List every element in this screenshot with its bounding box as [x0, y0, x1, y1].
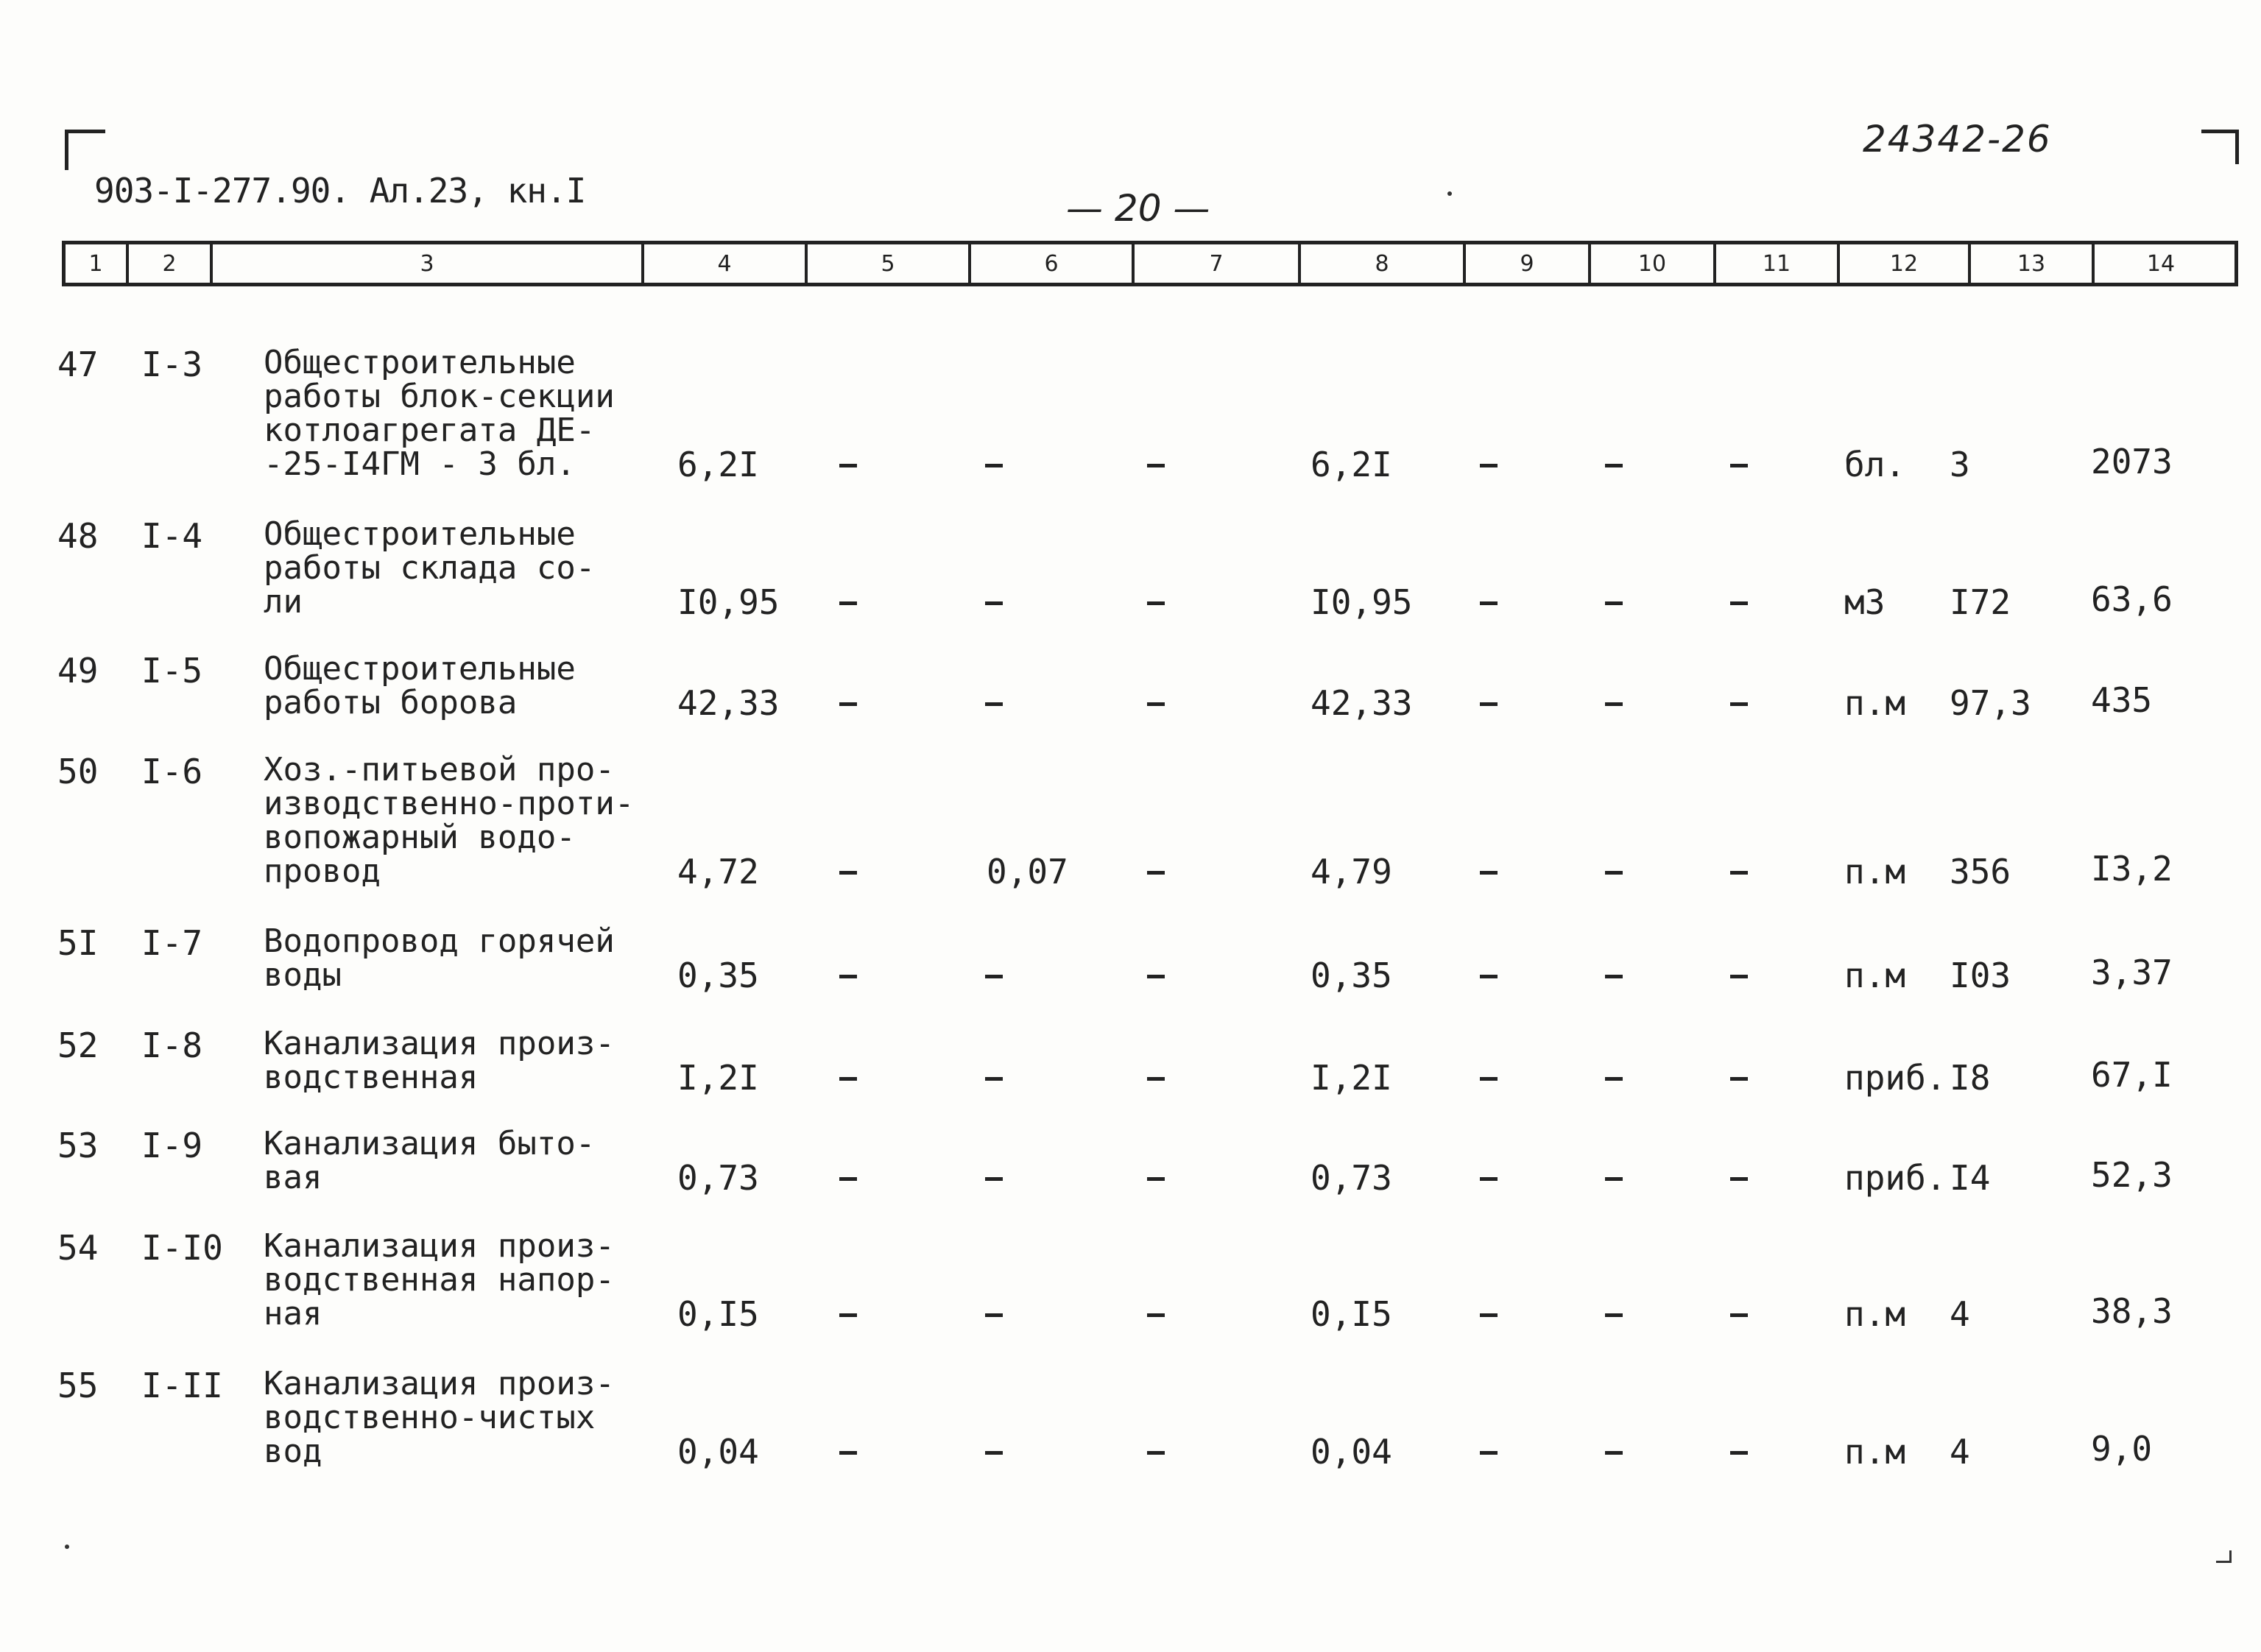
row-unit: приб.	[1844, 1058, 1947, 1098]
row-unit: п.м	[1844, 1432, 1906, 1472]
row-unit: приб.	[1844, 1158, 1947, 1198]
dash-c6	[985, 464, 1003, 467]
row-quantity: I8	[1950, 1058, 1991, 1098]
row-code: I-5	[141, 651, 203, 691]
row-unit: п.м	[1844, 683, 1906, 723]
row-code: I-6	[141, 752, 203, 791]
dash-c6	[985, 1177, 1003, 1181]
row-col4-value: 0,04	[677, 1432, 759, 1472]
row-description: Канализация произ- водственная	[264, 1025, 615, 1096]
dash-c7	[1147, 601, 1165, 605]
row-col8-value: 0,35	[1311, 956, 1392, 995]
row-description: Хоз.-питьевой про- изводственно-проти- вопожарный водо- провод	[264, 751, 635, 890]
row-col8-value: I,2I	[1311, 1058, 1392, 1098]
row-unit: п.м	[1844, 1294, 1906, 1334]
column-header-8: 8	[1301, 244, 1466, 283]
dash-c10	[1605, 1077, 1623, 1081]
row-col8-value: 4,79	[1311, 852, 1392, 892]
row-unit: бл.	[1844, 445, 1906, 484]
row-col14-value: 435	[2091, 680, 2153, 720]
dash-c9	[1480, 1451, 1498, 1455]
row-description: Общестроительные работы борова	[264, 650, 576, 721]
row-col4-value: 4,72	[677, 852, 759, 892]
row-quantity: 97,3	[1950, 683, 2031, 723]
row-code: I-8	[141, 1026, 203, 1065]
dash-c5	[839, 601, 857, 605]
dash-c6	[985, 1451, 1003, 1455]
row-number: 48	[57, 516, 99, 556]
dash-c9	[1480, 1077, 1498, 1081]
row-col4-value: I,2I	[677, 1058, 759, 1098]
corner-mark-top-left	[65, 130, 105, 170]
column-header-11: 11	[1716, 244, 1840, 283]
dash-c5	[839, 702, 857, 706]
dash-c10	[1605, 1313, 1623, 1317]
dash-c6	[985, 1077, 1003, 1081]
row-col4-value: 6,2I	[677, 445, 759, 484]
dash-c6	[985, 1313, 1003, 1317]
column-header-13: 13	[1971, 244, 2095, 283]
dash-c11	[1730, 871, 1748, 875]
row-col14-value: 52,3	[2091, 1155, 2173, 1195]
dash-c11	[1730, 702, 1748, 706]
dash-c10	[1605, 464, 1623, 467]
row-description: Канализация произ- водственно-чистых вод	[264, 1365, 615, 1470]
row-col4-value: 0,I5	[677, 1294, 759, 1334]
dash-c9	[1480, 601, 1498, 605]
dash-c10	[1605, 601, 1623, 605]
column-header-12: 12	[1840, 244, 1971, 283]
row-col8-value: 42,33	[1311, 683, 1413, 723]
dash-c10	[1605, 975, 1623, 978]
row-quantity: I03	[1950, 956, 2011, 995]
column-header-4: 4	[644, 244, 808, 283]
row-col8-value: 0,73	[1311, 1158, 1392, 1198]
row-description: Водопровод горячей воды	[264, 922, 615, 994]
row-description: Общестроительные работы склада со- ли	[264, 515, 596, 621]
row-code: I-4	[141, 516, 203, 556]
dash-c9	[1480, 1177, 1498, 1181]
column-header-5: 5	[808, 244, 971, 283]
row-code: I-7	[141, 923, 203, 963]
dash-c7	[1147, 1313, 1165, 1317]
dash-c10	[1605, 1177, 1623, 1181]
row-code: I-I0	[141, 1228, 223, 1268]
dash-c7	[1147, 1077, 1165, 1081]
column-header-1: 1	[66, 244, 129, 283]
table-header-row	[62, 241, 2238, 286]
document-code: 903-I-277.90. Ал.23, кн.I	[94, 171, 586, 211]
column-header-7: 7	[1135, 244, 1301, 283]
dash-c7	[1147, 702, 1165, 706]
row-quantity: 356	[1950, 852, 2011, 892]
row-col8-value: 0,04	[1311, 1432, 1392, 1472]
row-col4-value: 0,73	[677, 1158, 759, 1198]
dash-c5	[839, 1077, 857, 1081]
row-unit: п.м	[1844, 956, 1906, 995]
column-header-9: 9	[1466, 244, 1591, 283]
dash-c7	[1147, 871, 1165, 875]
row-unit: м3	[1844, 582, 1886, 622]
row-quantity: 4	[1950, 1432, 1970, 1472]
row-description: Канализация быто- вая	[264, 1125, 596, 1196]
row-number: 50	[57, 752, 99, 791]
row-col4-value: 42,33	[677, 683, 780, 723]
dash-c9	[1480, 702, 1498, 706]
column-header-6: 6	[971, 244, 1135, 283]
row-col8-value: I0,95	[1311, 582, 1413, 622]
row-col14-value: 3,37	[2091, 953, 2173, 992]
row-quantity: 4	[1950, 1294, 1970, 1334]
column-header-14: 14	[2146, 250, 2176, 277]
row-col14-value: 67,I	[2091, 1055, 2173, 1095]
row-number: 54	[57, 1228, 99, 1268]
row-col14-value: 9,0	[2091, 1429, 2153, 1469]
dash-c10	[1605, 871, 1623, 875]
dash-c5	[839, 1177, 857, 1181]
dash-c7	[1147, 1451, 1165, 1455]
dash-c10	[1605, 702, 1623, 706]
row-col14-value: 2073	[2091, 442, 2173, 481]
dash-c6	[985, 702, 1003, 706]
dash-c9	[1480, 975, 1498, 978]
dash-c5	[839, 1451, 857, 1455]
dash-c11	[1730, 1451, 1748, 1455]
row-number: 53	[57, 1126, 99, 1165]
row-col14-value: I3,2	[2091, 849, 2173, 889]
row-code: I-II	[141, 1366, 223, 1405]
row-code: I-9	[141, 1126, 203, 1165]
dash-c11	[1730, 975, 1748, 978]
dash-c9	[1480, 1313, 1498, 1317]
row-col8-value: 6,2I	[1311, 445, 1392, 484]
dash-c6	[985, 601, 1003, 605]
dash-c11	[1730, 464, 1748, 467]
row-col4-value: I0,95	[677, 582, 780, 622]
dash-c6	[985, 975, 1003, 978]
dash-c9	[1480, 464, 1498, 467]
row-col14-value: 63,6	[2091, 579, 2173, 619]
corner-mark-top-right	[2201, 130, 2239, 164]
dash-c11	[1730, 1313, 1748, 1317]
row-quantity: I4	[1950, 1158, 1991, 1198]
row-number: 55	[57, 1366, 99, 1405]
dash-c5	[839, 464, 857, 467]
row-unit: п.м	[1844, 852, 1906, 892]
dash-c11	[1730, 1177, 1748, 1181]
corner-mark-bottom-right	[2216, 1550, 2232, 1563]
dash-c7	[1147, 1177, 1165, 1181]
dash-c5	[839, 975, 857, 978]
row-col14-value: 38,3	[2091, 1291, 2173, 1331]
column-header-3: 3	[213, 244, 644, 283]
column-header-2: 2	[129, 244, 213, 283]
row-number: 49	[57, 651, 99, 691]
row-quantity: I72	[1950, 582, 2011, 622]
dash-c11	[1730, 1077, 1748, 1081]
dash-c10	[1605, 1451, 1623, 1455]
column-header-10: 10	[1591, 244, 1716, 283]
speck	[1447, 191, 1452, 196]
registration-number: 24342-26	[1863, 118, 2052, 160]
dash-c7	[1147, 464, 1165, 467]
row-col4-value: 0,35	[677, 956, 759, 995]
dash-c9	[1480, 871, 1498, 875]
row-c6-value: 0,07	[987, 852, 1068, 892]
row-number: 5I	[57, 923, 99, 963]
dash-c5	[839, 871, 857, 875]
row-number: 47	[57, 345, 99, 384]
row-code: I-3	[141, 345, 203, 384]
row-description: Общестроительные работы блок-секции котлоагрегата ДЕ- -25-I4ГМ - 3 бл.	[264, 344, 615, 483]
dash-c7	[1147, 975, 1165, 978]
row-quantity: 3	[1950, 445, 1970, 484]
row-number: 52	[57, 1026, 99, 1065]
speck	[65, 1545, 69, 1549]
page-number: — 20 —	[1066, 187, 1210, 230]
dash-c5	[839, 1313, 857, 1317]
dash-c11	[1730, 601, 1748, 605]
row-col8-value: 0,I5	[1311, 1294, 1392, 1334]
row-description: Канализация произ- водственная напор- ная	[264, 1227, 615, 1332]
